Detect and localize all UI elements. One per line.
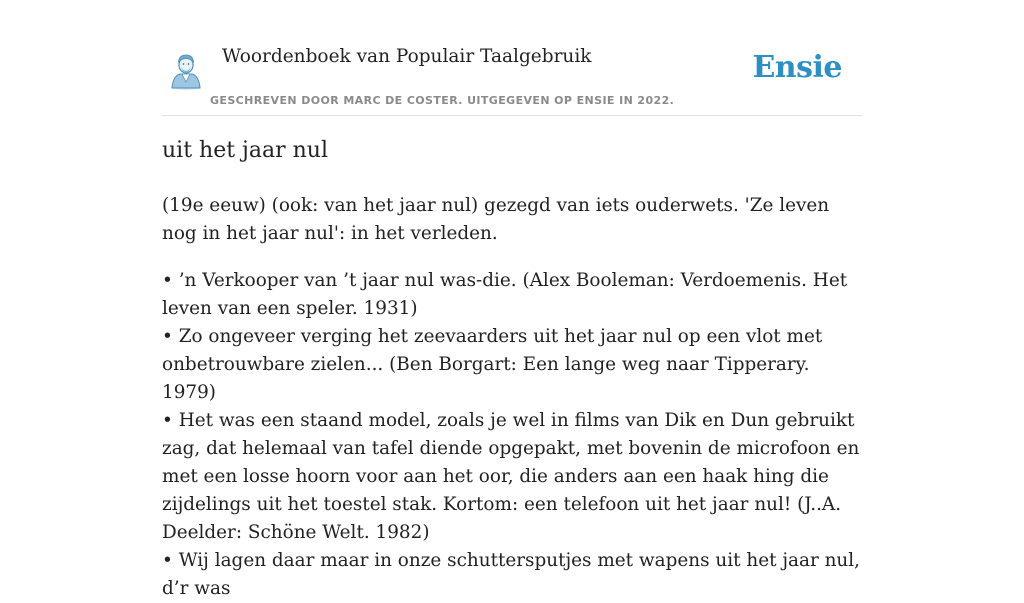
quote-item: • Het was een staand model, zoals je wel in films van Dik en Dun gebruikt zag, dat helemaal van tafel diende opgepakt, met bovenin de microfoon en met een losse hoorn voor aan het oor, die anders aan een haak hing die zijdelings uit het toestel stak. Kortom: een telefoon uit het jaar nul! (J..A. Deelder: Schöne Welt. 1982) — [162, 410, 860, 543]
entry-definition: (19e eeuw) (ook: van het jaar nul) gezegd van iets ouderwets. 'Ze leven nog in het jaar nul': in het verleden. — [162, 195, 830, 244]
quote-list — [162, 267, 862, 603]
book-title-link[interactable]: Woordenboek van Populair Taalgebruik — [222, 46, 592, 67]
quote-item: • ’n Verkooper van ’t jaar nul was-die. (Alex Booleman: Verdoemenis. Het leven van een speler. 1931) — [162, 270, 848, 319]
author-publication-credits: GESCHREVEN DOOR MARC DE COSTER. UITGEGEVEN OP ENSIE IN 2022. — [210, 94, 675, 107]
entry-title: uit het jaar nul — [162, 138, 328, 163]
quote-item: • Zo ongeveer verging het zeevaarders uit het jaar nul op een vlot met onbetrouwbare zielen... (Ben Borgart: Een lange weg naar Tipperary. 1979) — [162, 326, 823, 403]
author-portrait-icon[interactable] — [168, 52, 204, 90]
quote-item: • Wij lagen daar maar in onze schuttersputjes met wapens uit het jaar nul, d’r was — [162, 550, 860, 599]
page — [162, 0, 862, 599]
ensie-brand-logo[interactable]: Ensie — [752, 50, 842, 85]
header — [162, 0, 862, 116]
